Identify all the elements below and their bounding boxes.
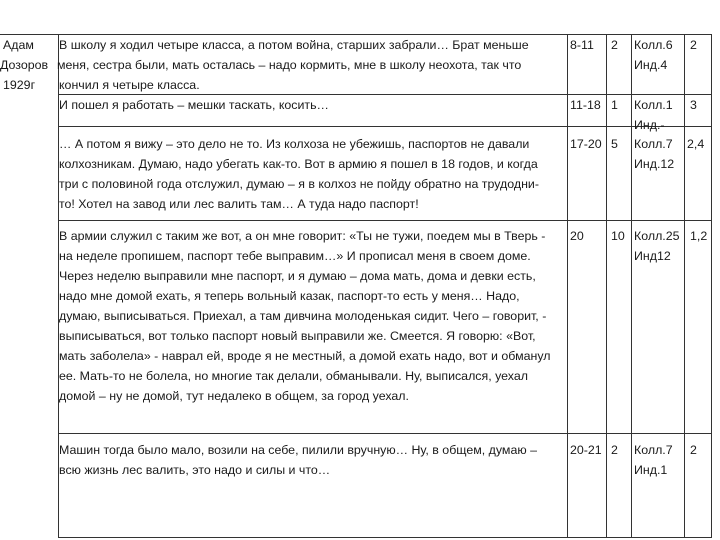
source-individual: Инд.4 bbox=[634, 58, 668, 72]
quote-line: всю жизнь лес валить, это надо и силы и что… bbox=[59, 463, 331, 477]
person-year: 1929г bbox=[3, 78, 36, 92]
age-range: 8-11 bbox=[570, 38, 594, 52]
quote-line: Машин тогда было мало, возили на себе, пилили вручную… Ну, в общем, думаю – bbox=[59, 443, 537, 457]
count-value: 2 bbox=[611, 443, 618, 457]
source-individual: Инд.1 bbox=[634, 463, 668, 477]
row-divider bbox=[59, 126, 712, 127]
quote-line: на неделе пропишем, паспорт тебе выправим…» И прописал меня в своем доме. bbox=[59, 249, 531, 263]
source-individual: Инд.12 bbox=[634, 157, 675, 171]
quote-line: три с половиной года отслужил, думаю – я в колхоз не пойду обратно на трудодни- bbox=[59, 177, 539, 191]
source-collective: Колл.7 bbox=[634, 137, 673, 151]
row-divider bbox=[59, 433, 712, 434]
person-surname: Дозоров bbox=[0, 58, 49, 72]
quote-line: домой – ну не домой, тут недалеко в общем, за город уехал. bbox=[59, 389, 409, 403]
column-divider bbox=[567, 34, 568, 538]
count-value: 5 bbox=[611, 137, 618, 151]
quote-line: Через неделю выправили мне паспорт, и я думаю – дома мать, дома и девки есть, bbox=[59, 269, 536, 283]
row-divider bbox=[59, 220, 712, 221]
column-divider bbox=[631, 34, 632, 538]
quote-line: … А потом я вижу – это дело не то. Из колхоза не убежишь, паспортов не давали bbox=[59, 137, 530, 151]
quote-line: В школу я ходил четыре класса, а потом война, старших забрали… Брат меньше bbox=[59, 38, 529, 52]
count-value: 2 bbox=[611, 38, 618, 52]
age-range: 17-20 bbox=[570, 137, 602, 151]
quote-line: надо мне домой ехать, я теперь вольный казак, паспорт-то есть у меня… Надо, bbox=[59, 289, 520, 303]
age-range: 11-18 bbox=[570, 98, 601, 112]
quote-line: колхозникам. Думаю, надо убегать как-то. Вот в армию я пошел в 18 годов, и когда bbox=[59, 157, 538, 171]
column-divider bbox=[606, 34, 607, 538]
source-collective: Колл.6 bbox=[634, 38, 673, 52]
source-individual: Инд12 bbox=[634, 249, 671, 263]
age-range: 20-21 bbox=[570, 443, 602, 457]
quote-line: кончил я четыре класса. bbox=[59, 78, 200, 92]
quote-line: меня, сестра были, мать осталась – надо кормить, мне в школу неохота, так что bbox=[57, 58, 522, 72]
category-code: 3 bbox=[690, 98, 697, 112]
quote-line: мать заболела» - наврал ей, вроде я не местный, а домой ехать надо, вот и обманул bbox=[59, 349, 551, 363]
quote-line: В армии служил с таким же вот, а он мне говорит: «Ты не тужи, поедем мы в Тверь - bbox=[59, 229, 546, 243]
count-value: 1 bbox=[611, 98, 618, 112]
quote-line: то! Хотел на завод или лес валить там… А туда надо паспорт! bbox=[59, 197, 419, 211]
source-individual: Инд.- bbox=[634, 118, 665, 132]
source-collective: Колл.25 bbox=[634, 229, 680, 243]
category-code: 2 bbox=[690, 443, 697, 457]
table-border-bottom bbox=[59, 537, 712, 538]
category-code: 1,2 bbox=[690, 229, 708, 243]
quote-line: И пошел я работать – мешки таскать, косить… bbox=[59, 98, 329, 112]
person-name: Адам bbox=[3, 38, 34, 52]
quote-line: выписываться, вот только паспорт новый выправили же. Смеется. Я говорю: «Вот, bbox=[59, 329, 536, 343]
table-border-right bbox=[711, 34, 712, 538]
source-collective: Колл.1 bbox=[634, 98, 673, 112]
source-collective: Колл.7 bbox=[634, 443, 673, 457]
column-divider bbox=[684, 34, 685, 538]
category-code: 2 bbox=[690, 38, 697, 52]
count-value: 10 bbox=[611, 229, 625, 243]
category-code: 2,4 bbox=[687, 137, 705, 151]
quote-line: ее. Мать-то не болела, но многие так делали, обманывали. Ну, выписался, уехал bbox=[59, 369, 528, 383]
quote-line: думаю, выписываться. Приехал, а там дивчина молоденькая сидит. Чего – говорит, - bbox=[59, 309, 547, 323]
age-range: 20 bbox=[570, 229, 584, 243]
